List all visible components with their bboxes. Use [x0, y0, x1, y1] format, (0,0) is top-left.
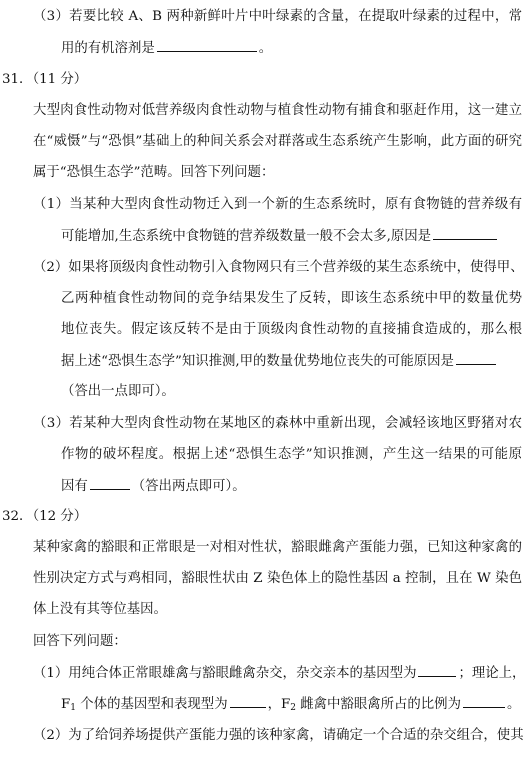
q31-2-line3: 地位丧失。假定该反转不是由于顶级肉食性动物的直接捕食造成的，那么根 [61, 322, 522, 337]
q32-heading: 32．（12 分） [2, 509, 88, 524]
answer-blank[interactable] [418, 663, 456, 677]
q32-2-line1: （2）为了给饲养场提供产蛋能力强的该种家禽，请确定一个合适的杂交组合，使其 [33, 728, 524, 743]
q31-1-line2: 可能增加,生态系统中食物链的营养级数量一般不会太多,原因是 [61, 226, 499, 247]
q31-2-line4: 据上述“恐惧生态学”知识推测,甲的数量优势地位丧失的可能原因是 [61, 351, 498, 372]
answer-blank[interactable] [433, 226, 497, 240]
answer-blank[interactable] [230, 694, 266, 708]
q32-1-line2: $F_1$ 个体的基因型和表现型为 ，$F_2$ 雌禽中豁眼禽所占的比例为 。 [61, 694, 520, 715]
q31-3-line1: （3）若某种大型肉食性动物在某地区的森林中重新出现，会减轻该地区野猪对农 [33, 416, 522, 431]
q31-1-line1: （1）当某种大型肉食性动物迁入到一个新的生态系统时，原有食物链的营养级有 [33, 197, 522, 212]
q31-2-line5: （答出一点即可）。 [61, 384, 175, 399]
answer-blank[interactable] [157, 38, 257, 52]
answer-blank[interactable] [463, 694, 505, 708]
q31-stem-line2: 在“威慑”与“恐惧”基础上的种间关系会对群落或生态系统产生影响，此方面的研究 [33, 134, 522, 149]
q30-3-line2: 用的有机溶剂是 。 [61, 38, 272, 59]
q31-stem-line1: 大型肉食性动物对低营养级肉食性动物与植食性动物有捕食和驱赶作用，这一建立 [33, 103, 522, 118]
q32-stem-line1: 某种家禽的豁眼和正常眼是一对相对性状，豁眼雌禽产蛋能力强，已知这种家禽的 [33, 540, 522, 555]
q31-3-line2: 作物的破坏程度。根据上述“恐惧生态学”知识推测，产生这一结果的可能原 [61, 447, 522, 462]
answer-blank[interactable] [90, 476, 130, 490]
q32-stem-line3: 体上没有其等位基因。 [33, 602, 167, 617]
q31-2-line1: （2）如果将顶级肉食性动物引入食物网只有三个营养级的某生态系统中，使得甲、 [33, 260, 524, 275]
q32-prompt: 回答下列问题： [33, 634, 127, 649]
q31-stem-line3: 属于“恐惧生态学”范畴。回答下列问题： [33, 165, 275, 180]
q32-1-line1: （1）用纯合体正常眼雄禽与豁眼雌禽杂交，杂交亲本的基因型为 ；理论上， [33, 663, 525, 684]
q31-3-line3: 因有 （答出两点即可）。 [61, 476, 246, 497]
q31-2-line2: 乙两种植食性动物间的竞争结果发生了反转，即该生态系统中甲的数量优势 [61, 291, 522, 306]
q32-stem-line2: 性别决定方式与鸡相同，豁眼性状由 Z 染色体上的隐性基因 a 控制，且在 W 染色 [33, 571, 522, 586]
q31-heading: 31．（11 分） [2, 72, 88, 87]
answer-blank[interactable] [456, 351, 496, 365]
q30-3-line1: （3）若要比较 A、B 两种新鲜叶片中叶绿素的含量，在提取叶绿素的过程中，常 [33, 9, 522, 24]
